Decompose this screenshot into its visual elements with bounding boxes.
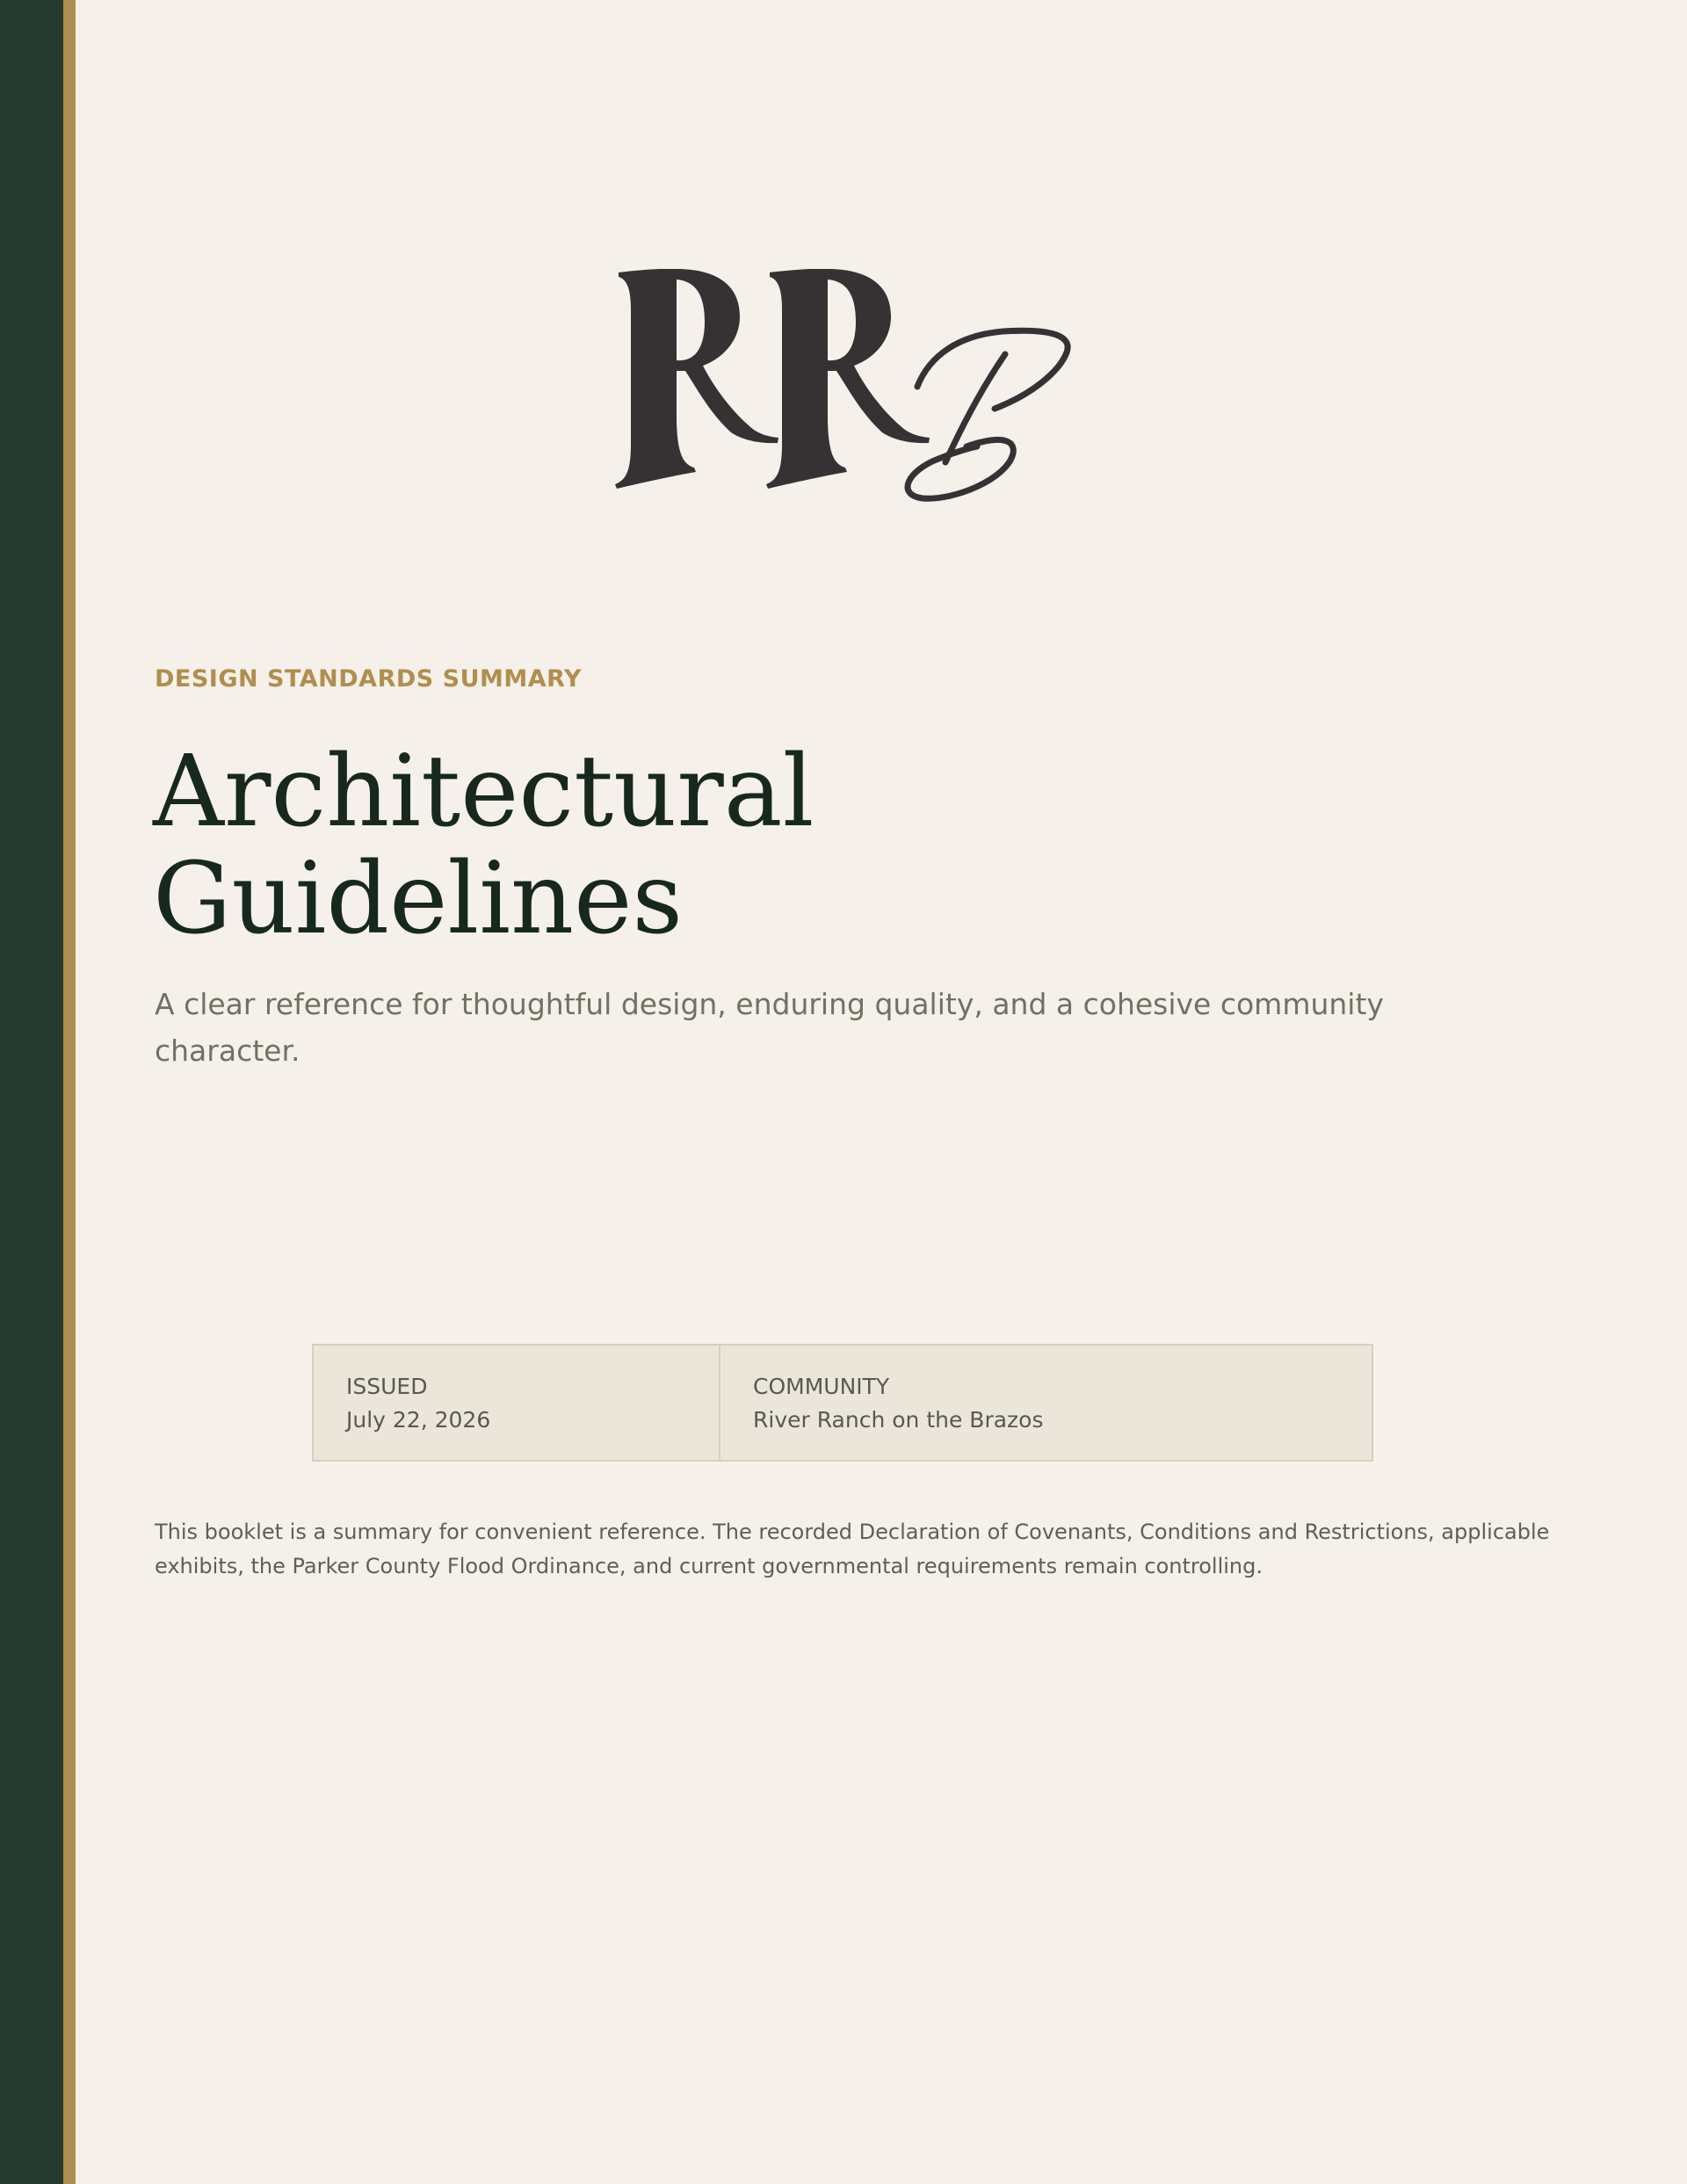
- logo-b-bottom-loop: [908, 439, 1013, 498]
- issued-cell: [314, 1346, 720, 1460]
- logo-letters-rr: [615, 269, 930, 489]
- document-eyebrow: DESIGN STANDARDS SUMMARY: [155, 665, 582, 693]
- logo-letter-r2: [766, 269, 930, 489]
- disclaimer-text: This booklet is a summary for convenient reference. The recorded Declaration of Covenants, Conditions and Restrictions, applicable exhibits, the Parker County Flood Ordinance, and current governmental requirements remain controlling.: [155, 1520, 1550, 1578]
- page-title-line-2: Guidelines: [153, 842, 683, 956]
- community-name: River Ranch on the Brazos: [753, 1407, 1044, 1433]
- community-label: COMMUNITY: [753, 1374, 890, 1399]
- page-title-line-1: Architectural: [153, 735, 815, 849]
- gold-rule: [63, 0, 76, 2184]
- community-cell: [720, 1346, 1372, 1460]
- issued-label: ISSUED: [346, 1374, 428, 1399]
- document-meta-box: [312, 1344, 1373, 1462]
- side-band: [0, 0, 63, 2184]
- page-subtitle: A clear reference for thoughtful design, enduring quality, and a cohesive community character.: [155, 987, 1384, 1068]
- issued-date: July 22, 2026: [346, 1407, 491, 1433]
- rrb-monogram-logo: [606, 255, 1081, 519]
- logo-script-b: [908, 330, 1068, 498]
- logo-letter-r1: [615, 269, 778, 489]
- page-title: [153, 735, 1207, 956]
